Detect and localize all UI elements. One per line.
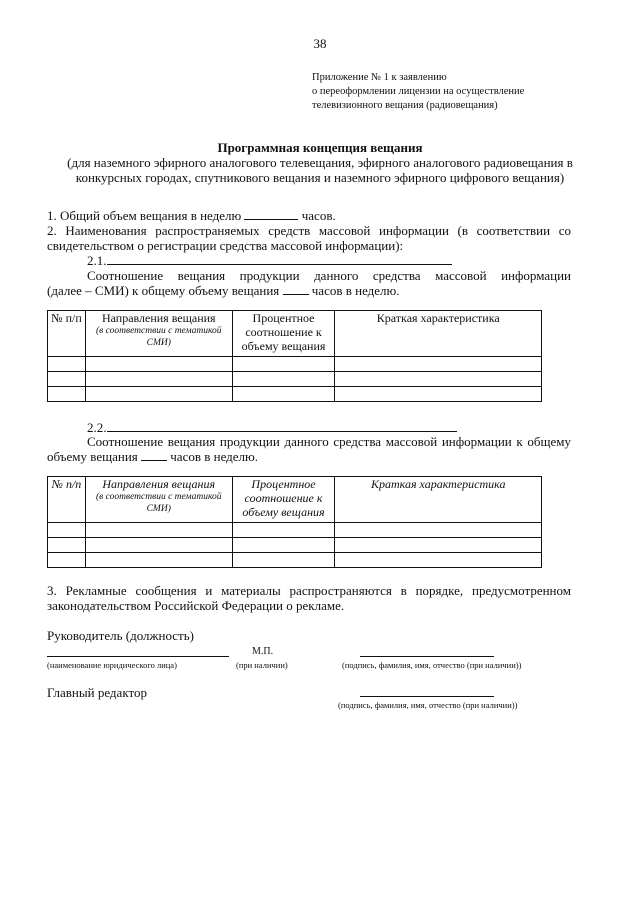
caption-org-name: (наименование юридического лица) bbox=[47, 660, 177, 670]
table-row[interactable] bbox=[48, 523, 542, 538]
subtitle-line: (для наземного эфирного аналогового телевещания, эфирного аналогового радиовещания в bbox=[67, 155, 573, 170]
ratio-2-1-suffix: часов в неделю. bbox=[311, 283, 400, 298]
hours-field-2[interactable] bbox=[141, 449, 167, 461]
table-row[interactable] bbox=[48, 372, 542, 387]
subitem-2-1 bbox=[87, 253, 452, 268]
col-description: Краткая характеристика bbox=[335, 311, 542, 357]
ratio-2-2-line-2 bbox=[47, 449, 587, 464]
ratio-2-1-prefix: (далее – СМИ) к общему объему вещания bbox=[47, 283, 280, 298]
col-direction-label: Направления вещания bbox=[102, 477, 216, 491]
table-row[interactable] bbox=[48, 538, 542, 553]
col-direction-note: (в соответствии с тематикой СМИ) bbox=[95, 492, 222, 514]
col-direction bbox=[85, 311, 232, 357]
col-number: № п/п bbox=[48, 311, 86, 357]
broadcast-table-2 bbox=[47, 476, 542, 568]
subtitle-line: конкурсных городах, спутникового вещания и наземного эфирного цифрового вещания) bbox=[75, 170, 565, 185]
table-header-row bbox=[48, 477, 542, 523]
head-signature-field[interactable] bbox=[360, 656, 494, 657]
editor-label: Главный редактор bbox=[47, 685, 147, 700]
item-2-line: 2. Наименования распространяемых средств массовой информации (в соответствии со bbox=[47, 223, 571, 238]
page-number: 38 bbox=[313, 36, 327, 51]
appendix-note bbox=[312, 71, 524, 113]
item-3-line: законодательством Российской Федерации о рекламе. bbox=[47, 598, 345, 613]
ratio-2-1-line: Соотношение вещания продукции данного средства массовой информации bbox=[87, 268, 571, 283]
item-3 bbox=[47, 583, 571, 613]
ratio-2-2-suffix: часов в неделю. bbox=[170, 449, 259, 464]
col-direction-note: (в соответствии с тематикой СМИ) bbox=[95, 326, 222, 348]
table-row[interactable] bbox=[48, 387, 542, 402]
appendix-line: телевизионного вещания (радиовещания) bbox=[312, 100, 498, 111]
item-2-line: свидетельством о регистрации средства массовой информации): bbox=[47, 238, 404, 253]
subitem-2-2 bbox=[87, 420, 457, 435]
stamp-mark: М.П. bbox=[252, 646, 274, 657]
col-direction bbox=[85, 477, 232, 523]
appendix-line: о переоформлении лицензии на осуществление bbox=[312, 86, 525, 97]
ratio-2-2-line: Соотношение вещания продукции данного средства массовой информации к общему bbox=[87, 434, 571, 449]
appendix-line: Приложение № 1 к заявлению bbox=[312, 72, 447, 83]
editor-signature-field[interactable] bbox=[360, 696, 494, 697]
media-name-field-1[interactable] bbox=[107, 253, 452, 265]
org-name-field[interactable] bbox=[47, 656, 229, 657]
media-name-field-2[interactable] bbox=[107, 420, 457, 432]
caption-presence: (при наличии) bbox=[236, 660, 288, 670]
col-number: № п/п bbox=[48, 477, 86, 523]
head-label: Руководитель (должность) bbox=[47, 628, 194, 643]
col-direction-label: Направления вещания bbox=[101, 311, 216, 325]
table-row[interactable] bbox=[48, 357, 542, 372]
ratio-2-2-prefix: объему вещания bbox=[47, 449, 138, 464]
item-2 bbox=[47, 223, 571, 253]
item-1-suffix: часов. bbox=[301, 208, 336, 223]
item-3-line: 3. Рекламные сообщения и материалы распространяются в порядке, предусмотренном bbox=[47, 583, 571, 598]
item-1-label: 1. Общий объем вещания в неделю bbox=[47, 208, 242, 223]
document-subtitle bbox=[40, 155, 600, 185]
col-percent: Процентное соотношение к объему вещания bbox=[232, 311, 335, 357]
ratio-2-1-line-2 bbox=[47, 283, 587, 298]
col-description: Краткая характеристика bbox=[335, 477, 542, 523]
document-title: Программная концепция вещания bbox=[217, 140, 423, 155]
hours-field-1[interactable] bbox=[283, 283, 309, 295]
col-percent: Процентное соотношение к объему вещания bbox=[232, 477, 335, 523]
caption-editor-signature: (подпись, фамилия, имя, отчество (при наличии)) bbox=[338, 700, 518, 710]
caption-head-signature: (подпись, фамилия, имя, отчество (при наличии)) bbox=[342, 660, 522, 670]
broadcast-table-1 bbox=[47, 310, 542, 402]
table-row[interactable] bbox=[48, 553, 542, 568]
table-header-row bbox=[48, 311, 542, 357]
subitem-2-1-number: 2.1. bbox=[87, 253, 107, 268]
subitem-2-2-number: 2.2. bbox=[87, 420, 107, 435]
item-1 bbox=[47, 208, 587, 223]
weekly-volume-field[interactable] bbox=[244, 208, 298, 220]
